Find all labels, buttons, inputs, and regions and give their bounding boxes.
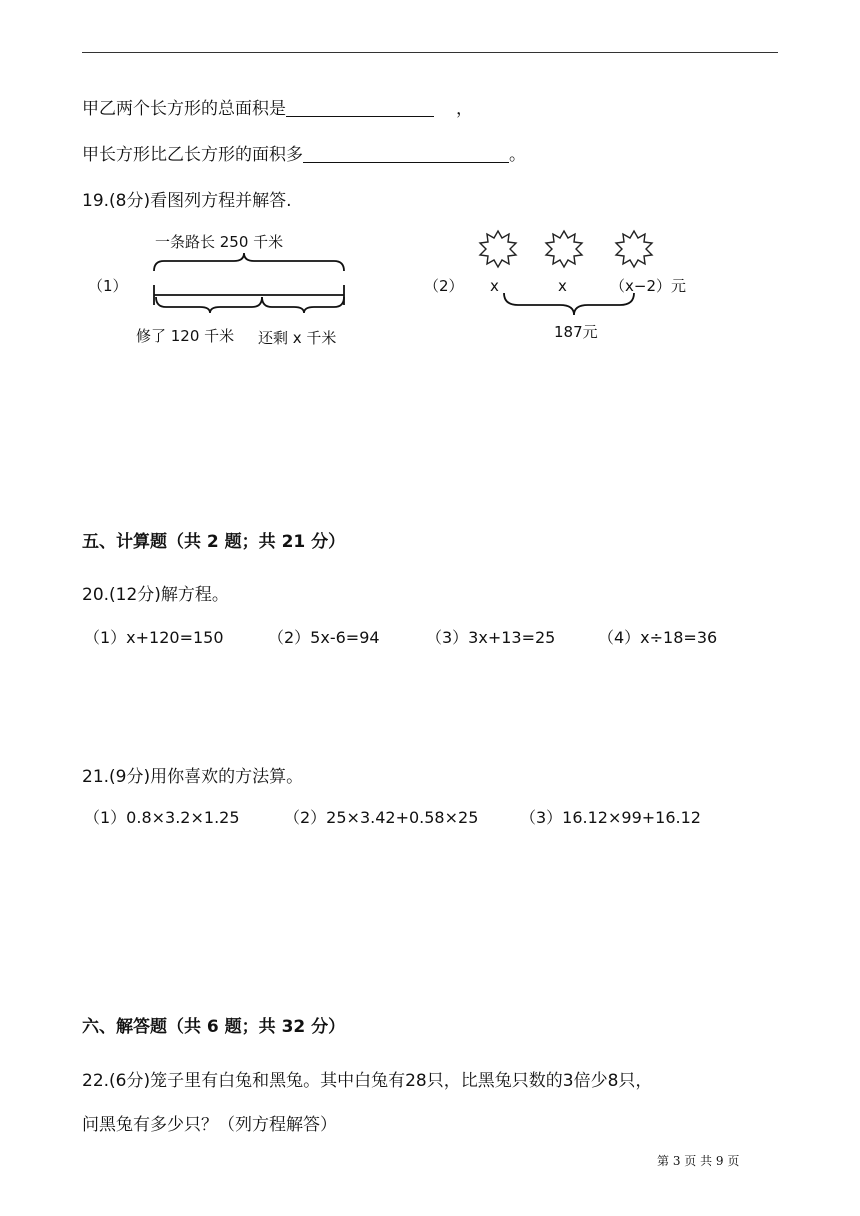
price-diagram bbox=[470, 225, 700, 350]
road-diagram bbox=[130, 225, 360, 355]
sun-icon bbox=[546, 231, 582, 267]
q18-line1 bbox=[82, 94, 473, 119]
q18-line2 bbox=[82, 140, 526, 165]
road-right-label: 还剩 x 千米 bbox=[258, 329, 337, 347]
road-left-brace bbox=[156, 297, 262, 313]
answer-blank-1[interactable] bbox=[286, 98, 434, 117]
sun-icon bbox=[480, 231, 516, 267]
price-item-2: x bbox=[558, 277, 567, 295]
q19-title: 19.(8分)看图列方程并解答. bbox=[82, 191, 292, 211]
q21-title: 21.(9分)用你喜欢的方法算。 bbox=[82, 767, 304, 787]
q20-item-3: （3）3x+13=25 bbox=[426, 628, 556, 647]
q22-line1: 22.(6分)笼子里有白兔和黑兔。其中白兔有28只，比黑兔只数的3倍少8只， bbox=[82, 1071, 653, 1091]
q20-item-4: （4）x÷18=36 bbox=[598, 628, 718, 647]
price-total-label: 187元 bbox=[554, 323, 598, 341]
q18-line1-text: 甲乙两个长方形的总面积是 bbox=[82, 99, 286, 119]
q19-label-1: （1） bbox=[88, 277, 128, 295]
road-total-label: 一条路长 250 千米 bbox=[155, 233, 284, 251]
price-brace bbox=[504, 293, 634, 315]
q22-line2: 问黑兔有多少只？（列方程解答） bbox=[82, 1115, 337, 1135]
sun-icon bbox=[616, 231, 652, 267]
q18-line2-text: 甲长方形比乙长方形的面积多 bbox=[82, 145, 303, 165]
answer-blank-2[interactable] bbox=[303, 144, 509, 163]
road-left-label: 修了 120 千米 bbox=[136, 327, 235, 345]
page-footer: 第 3 页 共 9 页 bbox=[657, 1154, 740, 1168]
road-right-brace bbox=[262, 297, 344, 313]
q21-item-2: （2）25×3.42+0.58×25 bbox=[284, 808, 479, 827]
q20-item-2: （2）5x-6=94 bbox=[268, 628, 380, 647]
q18-line1-end: ， bbox=[456, 99, 473, 119]
section-6-heading: 六、解答题（共 6 题；共 32 分） bbox=[82, 1017, 346, 1037]
q19-label-2: （2） bbox=[424, 277, 464, 295]
q21-item-1: （1）0.8×3.2×1.25 bbox=[84, 808, 240, 827]
price-item-1: x bbox=[490, 277, 499, 295]
q21-item-3: （3）16.12×99+16.12 bbox=[520, 808, 701, 827]
q20-item-1: （1）x+120=150 bbox=[84, 628, 224, 647]
q20-title: 20.(12分)解方程。 bbox=[82, 585, 229, 605]
road-top-brace bbox=[154, 253, 344, 271]
price-item-3: （x−2）元 bbox=[610, 277, 686, 295]
section-5-heading: 五、计算题（共 2 题；共 21 分） bbox=[82, 532, 346, 552]
header-rule bbox=[82, 52, 778, 53]
q18-line2-end: 。 bbox=[509, 145, 526, 165]
